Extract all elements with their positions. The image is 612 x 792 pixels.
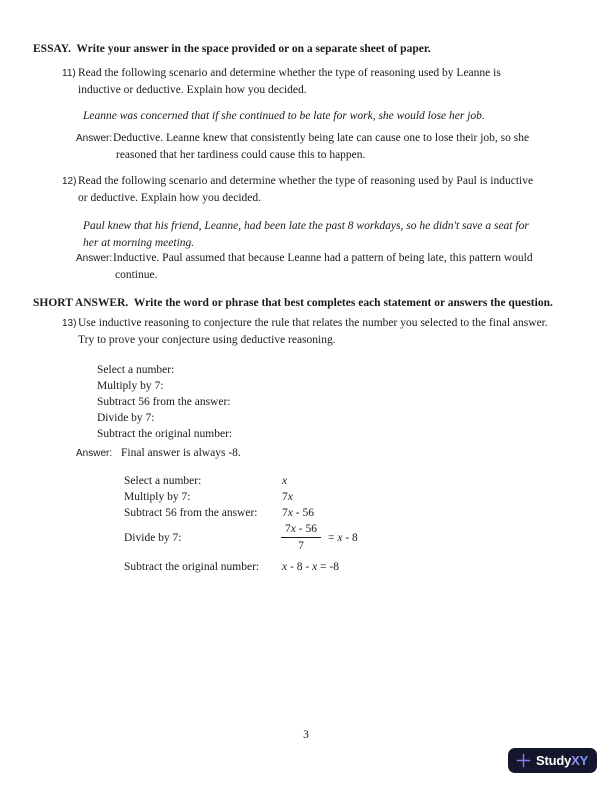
fraction-expression xyxy=(281,522,358,553)
logo-study-text: Study xyxy=(536,753,572,768)
step-subtract-original: Subtract the original number: xyxy=(97,428,233,440)
question-12-scenario-line-1: Paul knew that his friend, Leanne, had been late the past 8 workdays, so he didn't save a seat for xyxy=(83,220,529,232)
question-12-prompt-line-1: Read the following scenario and determine whether the type of reasoning used by Paul is inductive xyxy=(78,175,534,187)
work-row-value: 7x xyxy=(282,491,293,503)
question-11-answer-line-1: Deductive. Leanne knew that consistently being late can cause one to lose their job, so she xyxy=(113,132,530,144)
question-11-prompt-line-2: inductive or deductive. Explain how you decided. xyxy=(78,84,307,96)
step-multiply: Multiply by 7: xyxy=(97,380,164,392)
question-12-answer-label: Answer: xyxy=(76,253,113,264)
work-row-label: Subtract the original number: xyxy=(124,561,260,573)
question-11-number: 11) xyxy=(62,68,76,79)
question-12-answer-line-2: continue. xyxy=(115,269,158,281)
page-number: 3 xyxy=(303,729,309,741)
step-divide: Divide by 7: xyxy=(97,412,155,424)
fraction-numerator: 7x - 56 xyxy=(281,522,321,538)
fraction xyxy=(281,522,321,553)
work-row-value: x - 8 - x = -8 xyxy=(282,561,339,573)
step-subtract-56: Subtract 56 from the answer: xyxy=(97,396,231,408)
plus-icon xyxy=(516,753,531,768)
logo-wordmark xyxy=(536,753,588,768)
step-select-number: Select a number: xyxy=(97,364,175,376)
work-row-label: Subtract 56 from the answer: xyxy=(124,507,258,519)
question-11-scenario: Leanne was concerned that if she continued to be late for work, she would lose her job. xyxy=(83,110,485,122)
question-13-prompt-line-2: Try to prove your conjecture using deductive reasoning. xyxy=(78,334,336,346)
work-row-label: Select a number: xyxy=(124,475,202,487)
question-11-answer-line-2: reasoned that her tardiness could cause this to happen. xyxy=(116,149,366,161)
question-13-answer-label: Answer: xyxy=(76,448,113,459)
work-row-label: Divide by 7: xyxy=(124,532,182,544)
short-answer-section-heading: SHORT ANSWER. Write the word or phrase that best completes each statement or answers the question. xyxy=(33,297,553,309)
fraction-denominator: 7 xyxy=(298,540,304,552)
work-row-value: 7x - 56 xyxy=(282,507,314,519)
essay-section-heading: ESSAY. Write your answer in the space provided or on a separate sheet of paper. xyxy=(33,43,431,55)
question-12-scenario-line-2: her at morning meeting. xyxy=(83,237,195,249)
question-13-prompt-line-1: Use inductive reasoning to conjecture the rule that relates the number you selected to the final answer. xyxy=(78,317,548,329)
work-row-value: x xyxy=(282,475,288,487)
fraction-rhs: = x - 8 xyxy=(327,531,358,544)
question-12-answer-line-1: Inductive. Paul assumed that because Leanne had a pattern of being late, this pattern would xyxy=(113,252,533,264)
question-11-prompt-line-1: Read the following scenario and determine whether the type of reasoning used by Leanne is xyxy=(78,67,501,79)
question-13-number: 13) xyxy=(62,318,77,329)
work-row-label: Multiply by 7: xyxy=(124,491,191,503)
question-12-number: 12) xyxy=(62,176,77,187)
logo-xy-text: XY xyxy=(571,753,589,768)
question-12-prompt-line-2: or deductive. Explain how you decided. xyxy=(78,192,261,204)
question-13-answer-text: Final answer is always -8. xyxy=(121,447,241,459)
studyxy-logo xyxy=(508,748,597,773)
question-11-answer-label: Answer: xyxy=(76,133,113,144)
question-13-steps-list xyxy=(97,362,232,442)
